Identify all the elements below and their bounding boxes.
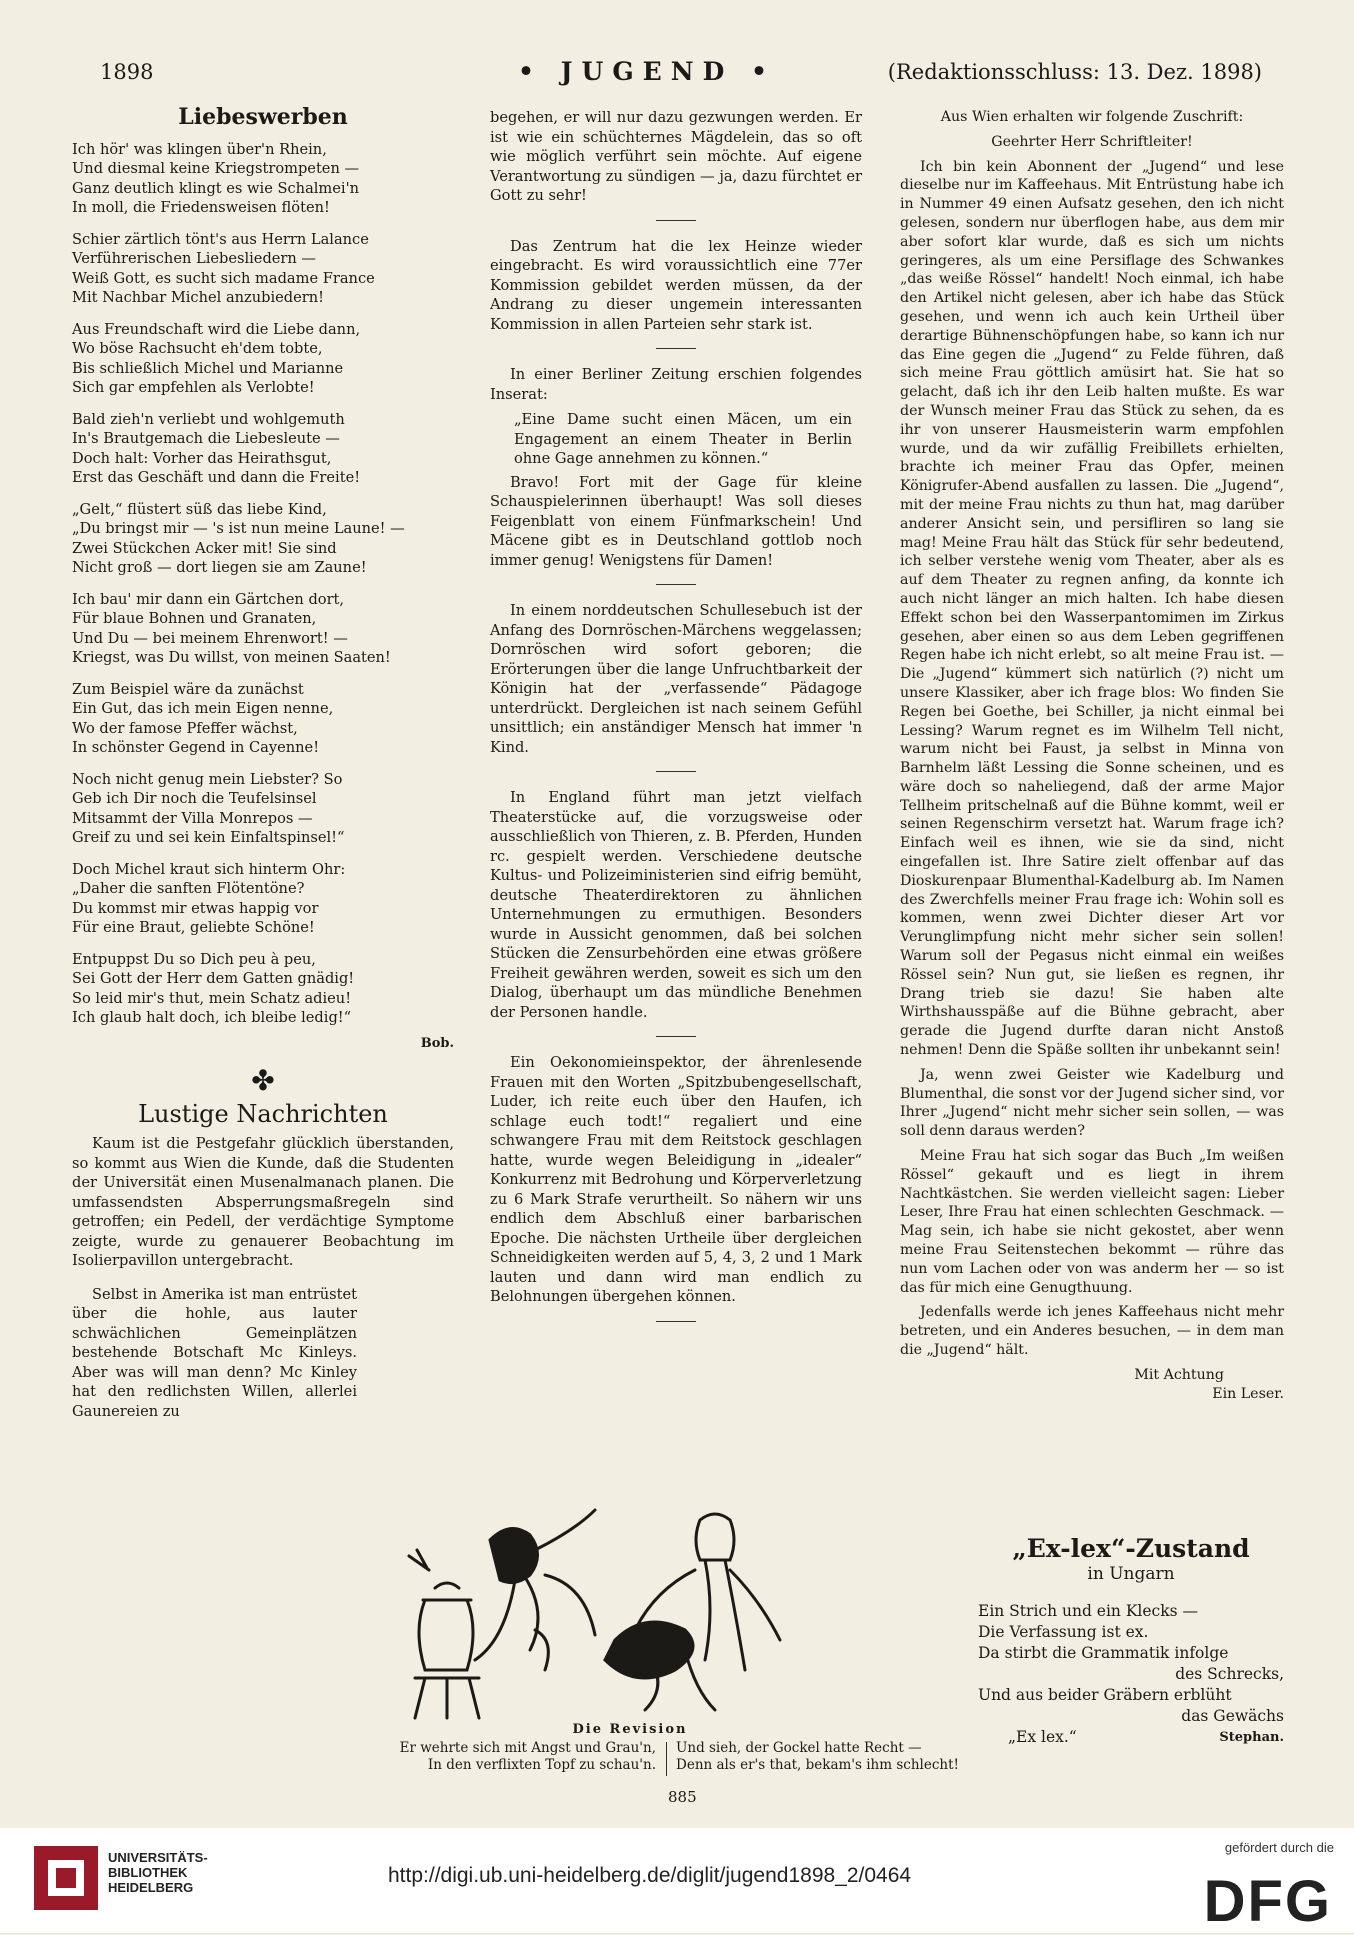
- poem-line: Doch halt: Vorher das Heirathsgut,: [72, 449, 332, 467]
- poem-line: Schier zärtlich tönt's aus Herrn Lalance: [72, 230, 369, 248]
- poem-line: Doch Michel kraut sich hinterm Ohr:: [72, 860, 346, 878]
- poem-title: Liebeswerben: [178, 104, 348, 130]
- exlex-subtitle: in Ungarn: [1087, 1564, 1175, 1584]
- poem-line: Verführerischen Liebesliedern —: [72, 250, 317, 267]
- poem-line: Bis schließlich Michel und Marianne: [72, 359, 344, 377]
- funding-note: gefördert durch die: [1224, 1840, 1334, 1855]
- news-paragraph: Ein Oekonomieinspektor, der ährenlesende Frauen mit den Worten „Spitzbubengesellschaft, Luder, ich reite euch über den Haufen, ich schlage euch todt!“ regaliert und eine schwangere Frau mit dem Reitstock geschlagen hatte, wurde wegen Beleidigung in „idealer“ Konkurrenz mit Bedrohung und Körperverletzung zu 6 Mark Strafe verurtheilt. So nähern wir uns endlich dem Abschluß einer barbarischen Epoche. Die nächsten Urtheile über dergleichen Schneidigkeiten werden auf 5, 4, 3, 2 und 1 Mark lauten und dann wird man endlich zu Belohnungen übergehen können.: [490, 1054, 862, 1305]
- poem-line: Sich gar empfehlen als Verlobte!: [72, 379, 315, 396]
- poem-line: Für blaue Bohnen und Granaten,: [72, 610, 317, 627]
- poem-line: Zwei Stückchen Acker mit! Sie sind: [72, 539, 337, 557]
- letter-paragraph: Jedenfalls werde ich jenes Kaffeehaus nicht mehr betreten, und ein Anderes besuchen, — in dem man die „Jugend“ hält.: [900, 1304, 1284, 1358]
- poem-line: Ich bau' mir dann ein Gärtchen dort,: [72, 590, 345, 608]
- university-library-logo-icon: [34, 1846, 98, 1910]
- caption-line: Und sieh, der Gockel hatte Recht —: [676, 1740, 922, 1756]
- library-name-line: HEIDELBERG: [108, 1880, 194, 1895]
- exlex-title: „Ex-lex“-Zustand: [1012, 1534, 1250, 1563]
- exlex-line: Und aus beider Gräbern erblüht: [978, 1686, 1232, 1704]
- poem-stanza: [72, 410, 454, 488]
- poem-line: Nicht groß — dort liegen sie am Zaune!: [72, 559, 367, 576]
- divider: [656, 348, 696, 349]
- poem-line: Ich glaub halt doch, ich bleibe ledig!“: [72, 1009, 352, 1026]
- letter-paragraph: Ja, wenn zwei Geister wie Kadelburg und Blumenthal, die sonst vor der Jugend sicher sind, vor Ihrer „Jugend“ nicht mehr sicher sein sollen, — was soll denn daraus werden?: [900, 1066, 1284, 1140]
- exlex-line: Die Verfassung ist ex.: [978, 1623, 1149, 1641]
- poem-line: Zum Beispiel wäre da zunächst: [72, 680, 304, 698]
- poem-stanza: [72, 770, 454, 848]
- poem-stanza: [72, 950, 454, 1028]
- poem-line: Und diesmal keine Kriegstrompeten —: [72, 160, 360, 177]
- exlex-line: Ein Strich und ein Klecks —: [978, 1602, 1199, 1620]
- dfg-logo: DFG: [1203, 1869, 1332, 1934]
- letter-paragraph: Ich bin kein Abonnent der „Jugend“ und lese dieselbe nur im Kaffeehaus. Mit Entrüstung habe ich in Nummer 49 einen Aufsatz gesehen, den ich nicht gelesen, sondern nur überflogen habe, aus dem mir aber sofort klar wurde, daß es sich um nichts geringeres, als um eine Persiflage des Schwankes „das weiße Rössel“ handelt! Noch einmal, ich habe den Artikel nicht gelesen, aber ich habe das Stück gesehen, und wenn ich auch kein Urtheil über derartige Bühnenschöpfungen habe, so kann ich nur das Eine gegen die „Jugend“ zu Felde führen, daß sich meine Frau göttlich amüsirt hat. Sie hat so gelacht, daß ich ihr den Leib halten mußte. Es war der Wunsch meiner Frau das Stück zu sehen, da es ihr von unserer Hausmeisterin warm empfohlen wurde, und da wir zufällig Freibillets erhielten, brachte ich meiner Frau das Opfer, meinen Königrufer-Abend ausfallen zu lassen. Die „Jugend“, mit der meine Frau nichts zu thun hat, mag darüber anderer Ansicht sein, und persifliren so lang sie mag! Meine Frau hält das Stück für sehr bedeutend, ich selber verstehe wenig vom Theater, aber als es auf dem Theater zu regnen anfing, da konnte ich auch nicht länger an mich halten. Ich habe diesen Effekt schon bei den Wasserpantomimen im Zirkus gesehen, aber einen so aus dem Leben gegriffenen Regen habe ich nicht erlebt, so alt meine Frau ist. — Die „Jugend“ kümmert sich natürlich (?) nicht um unsere Klassiker, aber ich frage blos: Wo finden Sie Regen bei Goethe, bei Schiller, ja nicht einmal bei Lessing? Warum regnet es im Wilhelm Tell nicht, warum nicht bei Faust, ja selbst in Minna von Barnhelm läßt Lessing die Sonne scheinen, und es wäre doch so naheliegend, daß der arme Major Tellheim pritschelnaß auf die Bühne kommt, weil er seinen Regenschirm versetzt hat. Warum frage ich? Einfach weil es ihnen, wie sie da sind, nicht eingefallen ist. Ihre Satire zielt offenbar auf das Dioskurenpaar Blumenthal-Kadelburg ab. Im Namen des Zwerchfells meiner Frau frage ich: Wohin soll es kommen, wenn zwei Dichter dieser Art vor Verunglimpfung nicht mehr sicher sein sollen! Warum soll der Pegasus nicht einmal ein weißes Rössel sein? Nun gut, sie ließen es regnen, ihr Drang trieb sie dazu! Sie haben alte Wirthshausspäße auf die Bühne gebracht, aber gerade die Jugend durfte daran nicht Anstoß nehmen! Denn die Späße sollten ihr unbekannt sein!: [900, 158, 1284, 1059]
- digitization-footer: [0, 1828, 1354, 1933]
- page-number: 885: [668, 1788, 697, 1806]
- letter-paragraph: Meine Frau hat sich sogar das Buch „Im weißen Rössel“ gekauft und es liegt in ihrem Nachtkästchen. Sie werden vielleicht sagen: Lieber Leser, Ihre Frau hat einen schlechten Geschmack. — Mag sein, ich habe sie nicht gekostet, aber wenn meine Frau Seitenstechen bekommt — rühre das nun vom Lachen oder von was anderm her — so ist das für mich eine Genugthuung.: [900, 1148, 1284, 1296]
- poem-line: In schönster Gegend in Cayenne!: [72, 739, 320, 756]
- divider: [656, 1321, 696, 1322]
- poem-stanza: [72, 500, 454, 578]
- exlex-line: „Ex lex.“: [1008, 1728, 1077, 1746]
- news-paragraph: In einer Berliner Zeitung erschien folgendes Inserat:: [490, 366, 862, 403]
- poem-line: In moll, die Friedensweisen flöten!: [72, 199, 330, 216]
- news-paragraph: begehen, er will nur dazu gezwungen werden. Er ist wie ein schüchternes Mägdelein, das so oft wie möglich verführt sein möchte. Auf eigene Verantwortung zu sündigen — ja, dazu fürchtet er Gott zu sehr!: [490, 109, 862, 204]
- divider: [656, 771, 696, 772]
- library-name-line: UNIVERSITÄTS-: [108, 1850, 208, 1865]
- cartoon-title: Die Revision: [572, 1722, 688, 1737]
- editorial-deadline: (Redaktionsschluss: 13. Dez. 1898): [887, 60, 1262, 84]
- library-name-line: BIBLIOTHEK: [108, 1865, 188, 1880]
- poem-line: Weiß Gott, es sucht sich madame France: [72, 269, 375, 287]
- divider: [656, 1036, 696, 1037]
- poem-line: Wo böse Rachsucht eh'dem tobte,: [72, 340, 323, 357]
- exlex-bottom-line: [978, 1727, 1284, 1748]
- middle-column: [490, 108, 862, 1338]
- poem-line: Greif zu und sei kein Einfaltspinsel!“: [72, 829, 345, 846]
- poem-signature: Bob.: [420, 1035, 454, 1051]
- poem-line: „Daher die sanften Flötentöne?: [72, 880, 305, 897]
- letter-salutation: Geehrter Herr Schriftleiter!: [991, 133, 1193, 150]
- cartoon-caption-right: [676, 1740, 976, 1774]
- poem-line: „Gelt,“ flüstert süß das liebe Kind,: [72, 500, 327, 518]
- poem-stanzas: [72, 140, 454, 1028]
- news-paragraph: In England führt man jetzt vielfach Theaterstücke auf, die vorzugsweise oder ausschließlich von Thieren, z. B. Pferden, Hunden rc. gespielt werden. Verschiedene deutsche Kultus- und Polizeiministerien sind eifrig bemüht, deutsche Theaterdirektoren zu ähnlichen Unternehmungen zu ermuthigen. Besonders wurde in Aussicht genommen, daß bei solchen Stücken die Zensurbehörden eine etwas größere Freiheit gewähren werden, soweit es sich um den Dialog, überhaupt um das mündliche Benehmen der Personen handle.: [490, 789, 862, 1021]
- right-column: [900, 108, 1284, 1403]
- poem-line: Ganz deutlich klingt es wie Schalmei'n: [72, 179, 359, 197]
- poem-line: So leid mir's thut, mein Schatz adieu!: [72, 989, 352, 1007]
- section-title: Lustige Nachrichten: [138, 1099, 388, 1128]
- poem-line: Bald zieh'n verliebt und wohlgemuth: [72, 410, 345, 428]
- poem-stanza: [72, 140, 454, 218]
- poem-stanza: [72, 320, 454, 398]
- news-paragraph: Selbst in Amerika ist man entrüstet über die hohle, aus lauter schwächlichen Gemeinplätzen bestehende Botschaft Mc Kinleys. Aber was will man denn? Mc Kinley hat den redlichsten Willen, allerlei Gaunereien zu: [72, 1285, 357, 1420]
- poem-line: Mit Nachbar Michel anzubiedern!: [72, 289, 324, 306]
- poem-stanza: [72, 860, 454, 938]
- poem-line: Mitsammt der Villa Monrepos —: [72, 809, 313, 827]
- poem-line: Geb ich Dir noch die Teufelsinsel: [72, 790, 317, 807]
- letter-intro: Aus Wien erhalten wir folgende Zuschrift:: [940, 109, 1244, 125]
- left-column: [72, 104, 454, 1427]
- poem-line: „Du bringst mir — 's ist nun meine Laune! —: [72, 520, 405, 537]
- exlex-line: des Schrecks,: [1175, 1665, 1284, 1683]
- exlex-line: Da stirbt die Grammatik infolge: [978, 1644, 1229, 1662]
- poem-line: Noch nicht genug mein Liebster? So: [72, 770, 343, 788]
- poem-line: Kriegst, was Du willst, von meinen Saaten!: [72, 649, 391, 666]
- exlex-author: Stephan.: [1219, 1730, 1284, 1745]
- news-paragraph: Das Zentrum hat die lex Heinze wieder eingebracht. Es wird voraussichtlich eine 77er Kommission gebildet werden müssen, da der Andrang zu dieser ungemein interessanten Kommission in allen Parteien sehr stark ist.: [490, 237, 862, 333]
- news-paragraph: Bravo! Fort mit der Gage für kleine Schauspielerinnen überhaupt! Was soll dieses Feigenblatt von einem Fünfmarkschein! Und Mäcene gibt es in Deutschland gottlob noch immer genug! Wenigstens für Damen!: [490, 473, 862, 569]
- quoted-advertisement: „Eine Dame sucht einen Mäcen, um ein Engagement an einem Theater in Berlin ohne Gage annehmen zu können.“: [514, 411, 852, 467]
- caption-line: Denn als er's that, bekam's ihm schlecht!: [676, 1757, 959, 1773]
- news-paragraph: In einem norddeutschen Schullesebuch ist der Anfang des Dornröschen-Märchens weggelassen; Dornröschen wird sofort geboren; die Erörterungen über die lange Unfruchtbarkeit der Königin hat der „verfassende“ Pädagoge unterdrückt. Dergleichen ist nach seinem Gefühl unsittlich; ein anständiger Mensch hat immer 'n Kind.: [490, 602, 862, 756]
- poem-line: Für eine Braut, geliebte Schöne!: [72, 919, 315, 936]
- exlex-line: das Gewächs: [1181, 1707, 1284, 1725]
- poem-line: Du kommst mir etwas happig vor: [72, 899, 319, 917]
- poem-line: Wo der famose Pfeffer wächst,: [72, 719, 298, 737]
- poem-line: Sei Gott der Herr dem Gatten gnädig!: [72, 970, 355, 987]
- library-name: [108, 1850, 208, 1895]
- poem-stanza: [72, 680, 454, 758]
- year: 1898: [100, 60, 154, 84]
- letter-signer: Ein Leser.: [1212, 1385, 1284, 1402]
- poem-line: Ich hör' was klingen über'n Rhein,: [72, 140, 327, 158]
- poem-line: Erst das Geschäft und dann die Freite!: [72, 469, 361, 486]
- divider: [656, 584, 696, 585]
- masthead: • JUGEND •: [518, 57, 776, 86]
- cartoon-illustration: [395, 1480, 785, 1720]
- news-paragraph: Kaum ist die Pestgefahr glücklich überstanden, so kommt aus Wien die Kunde, daß die Studenten der Universität einen Musenalmanach planen. Die umfassendsten Absperrungsmaßregeln sind getroffen; ein Pedell, der verdächtige Symptome zeigte, wurde zu genauerer Beobachtung im Isolierpavillon untergebracht.: [72, 1135, 454, 1269]
- fleuron-ornament-icon: ✤: [251, 1064, 275, 1097]
- letter-closing: Mit Achtung: [1134, 1366, 1224, 1383]
- poem-line: Und Du — bei meinem Ehrenwort! —: [72, 629, 348, 647]
- poem-line: Aus Freundschaft wird die Liebe dann,: [72, 320, 361, 338]
- exlex-poem: [978, 1534, 1284, 1748]
- poem-stanza: [72, 230, 454, 308]
- caption-line: Er wehrte sich mit Angst und Grau'n,: [399, 1740, 656, 1756]
- poem-stanza: [72, 590, 454, 668]
- caption-divider: [666, 1742, 667, 1776]
- caption-line: In den verflixten Topf zu schau'n.: [427, 1757, 656, 1773]
- poem-line: Entpuppst Du so Dich peu à peu,: [72, 950, 316, 968]
- cartoon-caption-left: [386, 1740, 656, 1774]
- divider: [656, 220, 696, 221]
- poem-line: In's Brautgemach die Liebesleute —: [72, 430, 340, 447]
- poem-line: Ein Gut, das ich mein Eigen nenne,: [72, 700, 334, 717]
- permalink[interactable]: http://digi.ub.uni-heidelberg.de/diglit/jugend1898_2/0464: [388, 1864, 912, 1887]
